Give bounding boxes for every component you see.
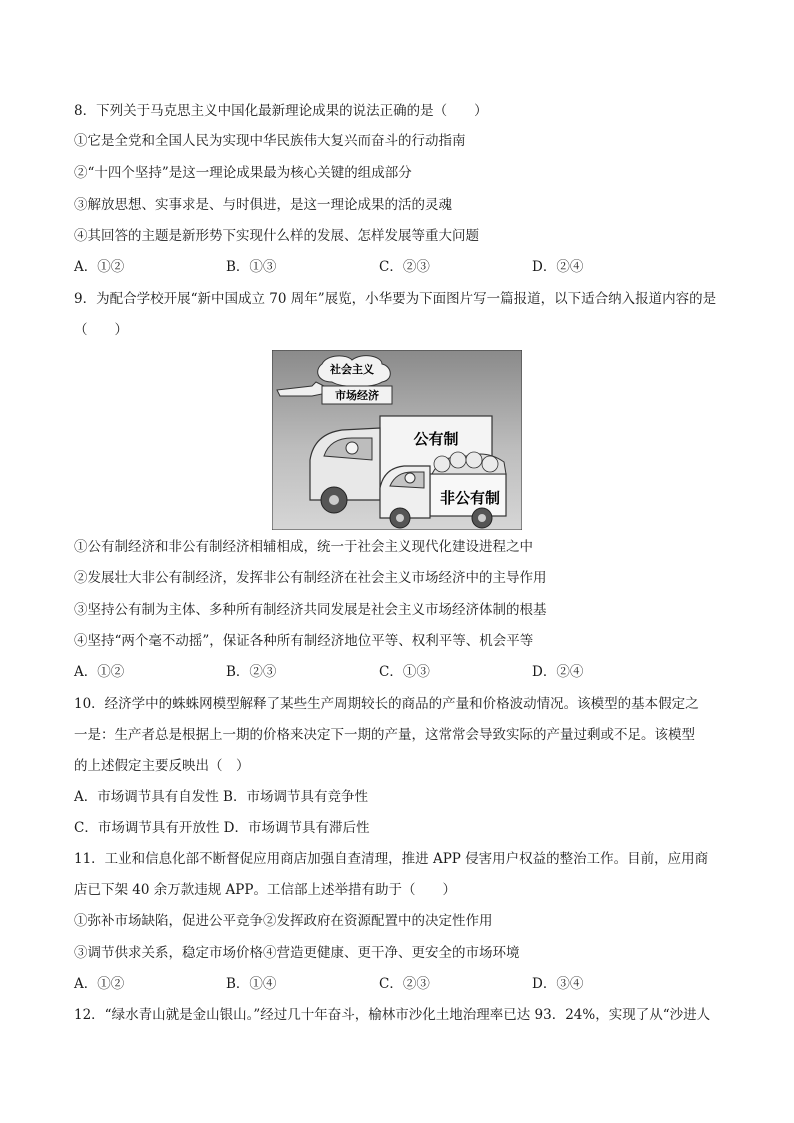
q9-stem-bracket: （ ）: [74, 322, 128, 338]
q8-item-4: ④其回答的主题是新形势下实现什么样的发展、怎样发展等重大问题: [74, 228, 479, 244]
q10-options-line-2: C．市场调节具有开放性 D．市场调节具有滞后性: [74, 820, 370, 836]
q9-item-1: ①公有制经济和非公有制经济相辅相成，统一于社会主义现代化建设进程之中: [74, 539, 533, 555]
q8-item-3: ③解放思想、实事求是、与时俱进，是这一理论成果的活的灵魂: [74, 197, 452, 213]
q8-stem: 8．下列关于马克思主义中国化最新理论成果的说法正确的是（ ）: [74, 103, 488, 119]
q11-options: [74, 974, 734, 994]
q8-option-c: C．②③: [379, 259, 430, 275]
q9-option-b: B．②③: [226, 664, 277, 680]
q8-item-2: ②“十四个坚持”是这一理论成果最为核心关键的组成部分: [74, 165, 412, 181]
sign-text-market-economy: 市场经济: [335, 389, 379, 402]
q11-option-b: B．①④: [226, 976, 277, 992]
q11-items-line-2: ③调节供求关系，稳定市场价格④营造更健康、更干净、更安全的市场环境: [74, 945, 520, 961]
q9-option-d: D．②④: [532, 664, 584, 680]
sign-text-socialism: 社会主义: [330, 363, 374, 376]
q11-stem-line-1: 11．工业和信息化部不断督促应用商店加强自查清理，推进 APP 侵害用户权益的整治工作。目前，应用商: [74, 851, 709, 867]
cartoon-figure: [272, 350, 522, 530]
q8-option-b: B．①③: [226, 259, 277, 275]
q9-options: [74, 662, 734, 682]
q9-item-3: ③坚持公有制为主体、多种所有制经济共同发展是社会主义市场经济体制的根基: [74, 602, 547, 618]
q9-option-a: A．①②: [74, 664, 125, 680]
q11-option-c: C．②③: [379, 976, 430, 992]
q11-stem-line-2: 店已下架 40 余万款违规 APP。工信部上述举措有助于（ ）: [74, 882, 456, 898]
q11-option-a: A．①②: [74, 976, 125, 992]
q8-options: [74, 257, 734, 277]
q10-stem-line-1: 10．经济学中的蛛蛛网模型解释了某些生产周期较长的商品的产量和价格波动情况。该模型的基本假定之: [74, 696, 699, 712]
q9-item-2: ②发展壮大非公有制经济，发挥非公有制经济在社会主义市场经济中的主导作用: [74, 570, 547, 586]
q9-stem: 9．为配合学校开展“新中国成立 70 周年”展览，小华要为下面图片写一篇报道，以下适合纳入报道内容的是: [74, 291, 717, 307]
q9-item-4: ④坚持“两个毫不动摇”，保证各种所有制经济地位平等、权利平等、机会平等: [74, 633, 534, 649]
q12-stem-line-1: 12．“绿水青山就是金山银山。”经过几十年奋斗，榆林市沙化土地治理率已达 93．24%，实现了从“沙进人: [74, 1007, 711, 1023]
q9-option-c: C．①③: [379, 664, 430, 680]
q11-items-line-1: ①弥补市场缺陷，促进公平竞争②发挥政府在资源配置中的决定性作用: [74, 913, 493, 929]
q8-option-d: D．②④: [532, 259, 584, 275]
q10-options-line-1: A．市场调节具有自发性 B．市场调节具有竞争性: [74, 789, 368, 805]
q10-stem-line-2: 一是：生产者总是根据上一期的价格来决定下一期的产量，这常常会导致实际的产量过剩或不足。该模型: [74, 727, 695, 743]
q11-option-d: D．③④: [532, 976, 584, 992]
cartoon-illustration: [272, 350, 522, 530]
q8-option-a: A．①②: [74, 259, 125, 275]
small-truck-label: 非公有制: [439, 489, 501, 507]
big-truck-label: 公有制: [413, 430, 459, 448]
q8-item-1: ①它是全党和全国人民为实现中华民族伟大复兴而奋斗的行动指南: [74, 133, 466, 149]
q10-stem-line-3: 的上述假定主要反映出（ ）: [74, 758, 250, 774]
